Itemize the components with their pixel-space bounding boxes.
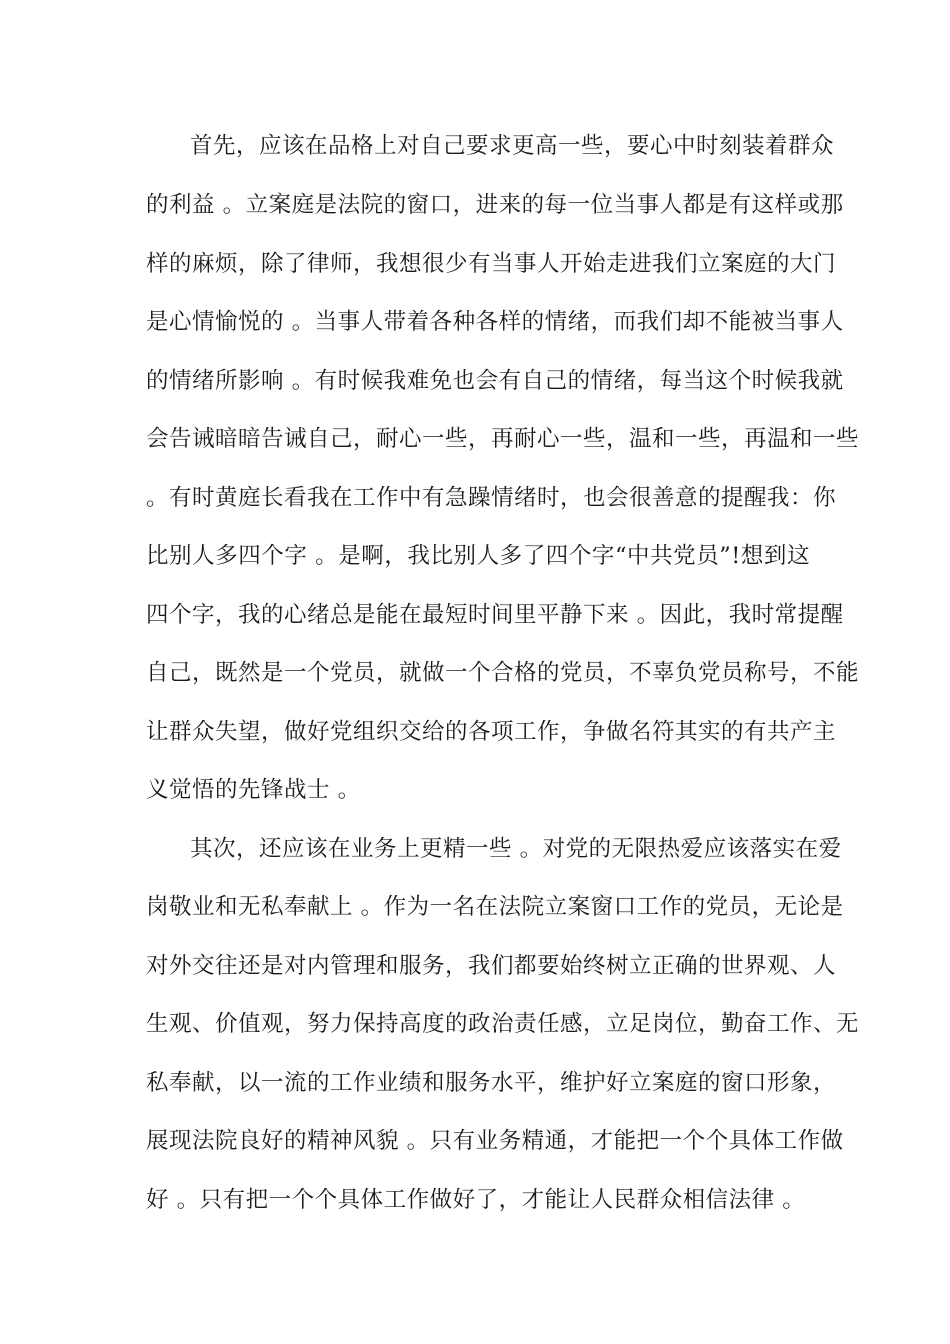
text-line: 比别人多四个字 。是啊，我比别人多了四个字“中共党员”!想到这 xyxy=(146,543,810,569)
text-line: 是心情愉悦的 。当事人带着各种各样的情绪，而我们却不能被当事人 xyxy=(146,309,844,335)
text-line: 。有时黄庭长看我在工作中有急躁情绪时，也会很善意的提醒我：你 xyxy=(146,485,837,511)
text-line: 四个字，我的心绪总是能在最短时间里平静下来 。因此，我时常提醒 xyxy=(146,602,844,628)
text-line: 好 。只有把一个个具体工作做好了，才能让人民群众相信法律 。 xyxy=(146,1187,806,1213)
text-line: 岗敬业和无私奉献上 。作为一名在法院立案窗口工作的党员，无论是 xyxy=(146,894,844,920)
text-line: 样的麻烦，除了律师，我想很少有当事人开始走进我们立案庭的大门 xyxy=(146,251,837,277)
text-line: 的利益 。立案庭是法院的窗口，进来的每一位当事人都是有这样或那 xyxy=(146,192,844,218)
text-line: 生观、价值观，努力保持高度的政治责任感，立足岗位，勤奋工作、无 xyxy=(146,1011,860,1037)
text-line: 私奉献，以一流的工作业绩和服务水平，维护好立案庭的窗口形象， xyxy=(146,1070,837,1096)
text-line: 自己，既然是一个党员，就做一个合格的党员，不辜负党员称号，不能 xyxy=(146,660,860,686)
text-line: 会告诫暗暗告诫自己，耐心一些，再耐心一些，温和一些，再温和一些 xyxy=(146,426,860,452)
text-line: 对外交往还是对内管理和服务，我们都要始终树立正确的世界观、人 xyxy=(146,953,837,979)
text-line: 其次，还应该在业务上更精一些 。对党的无限热爱应该落实在爱 xyxy=(190,836,842,862)
text-line: 义觉悟的先锋战士 。 xyxy=(146,777,361,803)
text-line: 让群众失望，做好党组织交给的各项工作，争做名符其实的有共产主 xyxy=(146,719,837,745)
text-line: 的情绪所影响 。有时候我难免也会有自己的情绪，每当这个时候我就 xyxy=(146,368,844,394)
text-line: 首先，应该在品格上对自己要求更高一些，要心中时刻装着群众 xyxy=(190,133,835,159)
text-line: 展现法院良好的精神风貌 。只有业务精通，才能把一个个具体工作做 xyxy=(146,1128,844,1154)
